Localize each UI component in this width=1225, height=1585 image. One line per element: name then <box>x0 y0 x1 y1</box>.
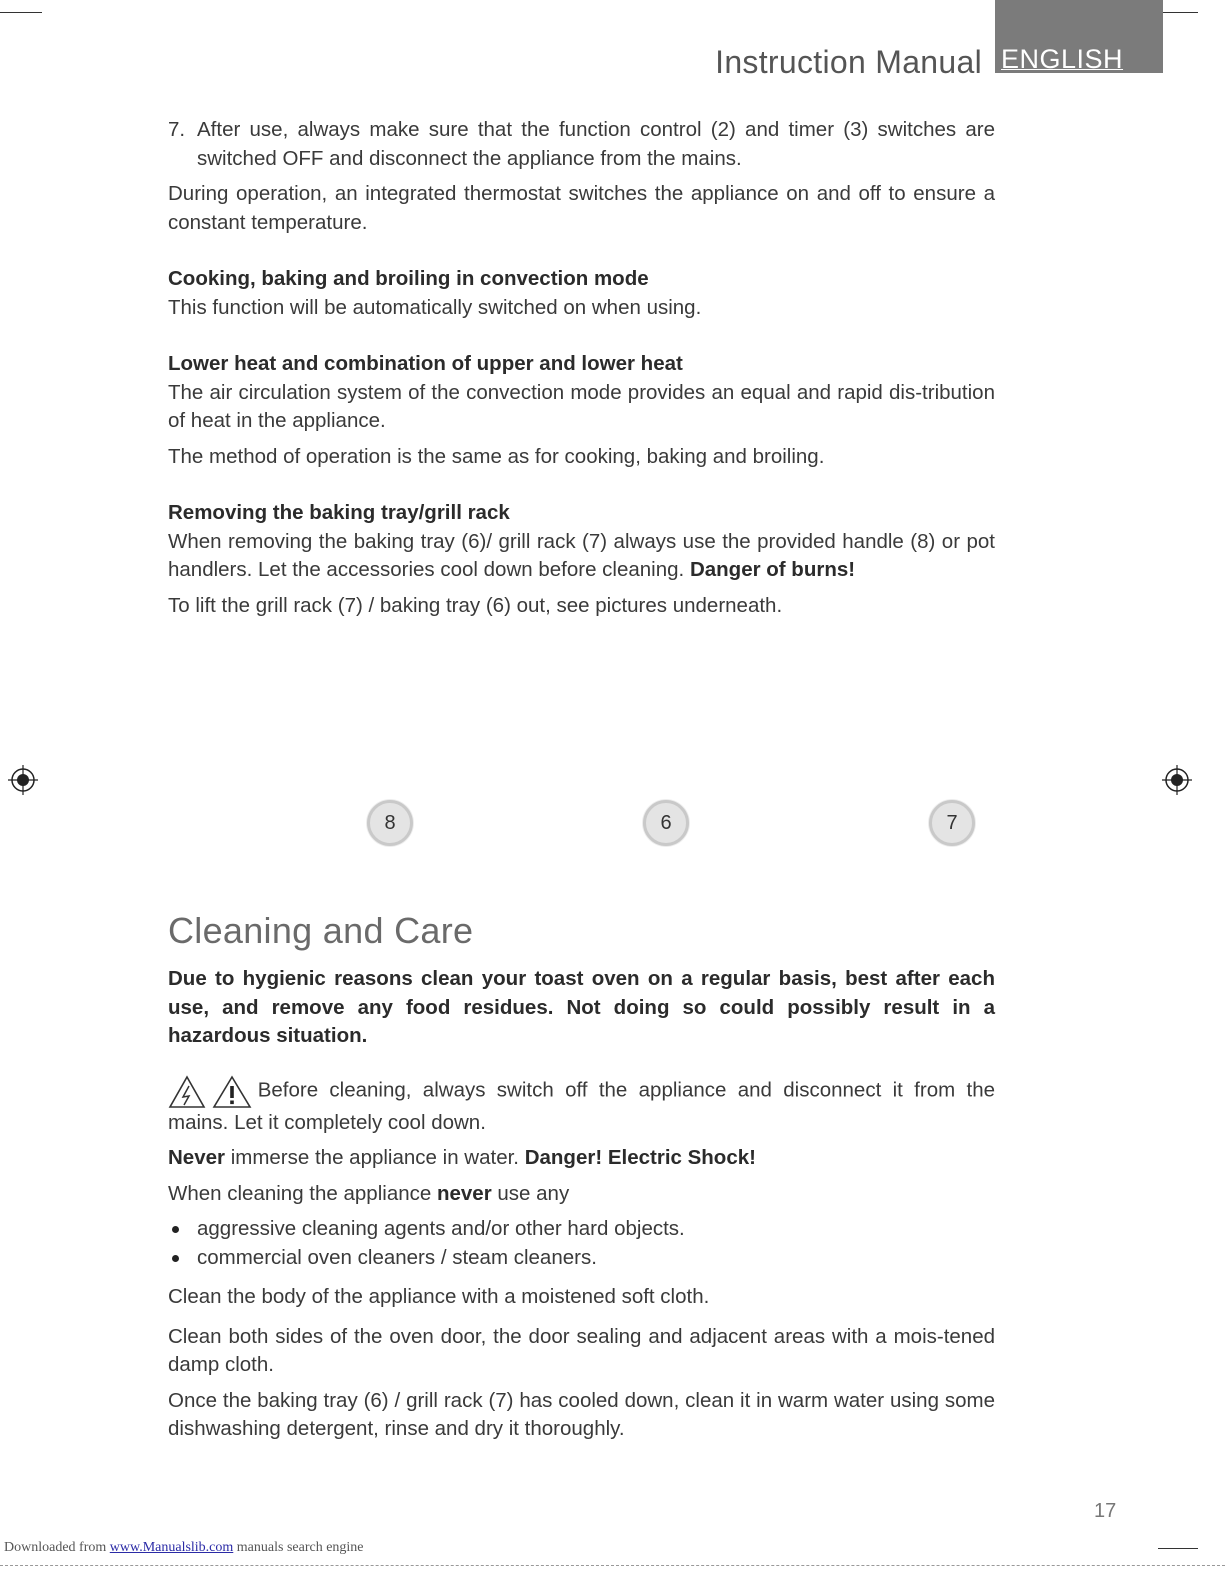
language-tab <box>995 0 1163 73</box>
never-immerse-paragraph <box>168 1144 995 1173</box>
step-7-text: After use, always make sure that the function control (2) and timer (3) switches are switched OFF and disconnect the appliance from the mains. <box>197 118 995 170</box>
footer-divider <box>0 1565 1225 1566</box>
cleaning-bullets <box>168 1215 995 1272</box>
registration-mark-left <box>8 765 38 795</box>
crop-mark-bottom-right <box>1158 1548 1198 1549</box>
when-cleaning-paragraph <box>168 1180 995 1209</box>
body-cleaning-paragraph: Clean the body of the appliance with a moistened soft cloth. <box>168 1285 710 1308</box>
cleaning-intro: Due to hygienic reasons clean your toast oven on a regular basis, best after each use, and remove any food residues. Not doing so could possibly result in a hazardous situation. <box>168 967 995 1047</box>
bullet-text: aggressive cleaning agents and/or other hard objects. <box>197 1217 685 1240</box>
page-number: 17 <box>1094 1500 1117 1522</box>
figure-label-baking-tray: 6 <box>643 800 689 846</box>
footer-suffix: manuals search engine <box>236 1540 364 1555</box>
crop-mark-top-left <box>0 12 42 13</box>
list-item <box>168 1215 995 1244</box>
removing-heading: Removing the baking tray/grill rack <box>168 501 510 524</box>
removing-text-2: To lift the grill rack (7) / baking tray (6) out, see pictures underneath. <box>168 593 783 617</box>
lower-heat-heading: Lower heat and combination of upper and lower heat <box>168 352 683 375</box>
use-any-text: use any <box>497 1181 570 1205</box>
warning-paragraph <box>168 1075 995 1138</box>
upper-content <box>168 116 995 620</box>
bullet-text: commercial oven cleaners / steam cleaners. <box>197 1245 597 1269</box>
electric-shock-warning: Danger! Electric Shock! <box>524 1146 756 1169</box>
warning-icons <box>168 1075 252 1109</box>
removing-text-1 <box>168 528 995 585</box>
convection-heading: Cooking, baking and broiling in convection mode <box>168 267 649 290</box>
footer <box>4 1540 364 1556</box>
never-lower: never <box>436 1181 492 1205</box>
figure-label-handle: 8 <box>367 800 413 846</box>
figure-label-grill-rack: 7 <box>929 800 975 846</box>
cleaning-title: Cleaning and Care <box>168 910 474 951</box>
door-cleaning-paragraph: Clean both sides of the oven door, the door sealing and adjacent areas with a mois-tened damp cloth. <box>168 1324 995 1376</box>
cleaning-content <box>168 965 995 1444</box>
step-number: 7. <box>168 118 186 141</box>
tray-cleaning-paragraph: Once the baking tray (6) / grill rack (7) has cooled down, clean it in warm water using some dishwashing detergent, rinse and dry it thoroughly. <box>168 1388 995 1440</box>
step-7 <box>168 116 995 173</box>
lower-heat-text-2: The method of operation is the same as for cooking, baking and broiling. <box>168 444 825 468</box>
crop-mark-top-right <box>1158 12 1198 13</box>
registration-mark-right <box>1162 765 1192 795</box>
lower-heat-text-1: The air circulation system of the convection mode provides an equal and rapid dis-tribution of heat in the appliance. <box>168 380 995 432</box>
never-word: Never <box>168 1146 225 1169</box>
thermostat-paragraph: During operation, an integrated thermostat switches the appliance on and off to ensure a constant temperature. <box>168 182 995 234</box>
convection-text: This function will be automatically switched on when using. <box>168 295 702 319</box>
language-tab-label: ENGLISH <box>1001 44 1124 74</box>
footer-link[interactable]: www.Manualslib.com <box>109 1540 234 1555</box>
never-text: immerse the appliance in water. <box>230 1146 519 1169</box>
electric-hazard-icon <box>168 1075 206 1109</box>
warning-icon <box>212 1075 252 1109</box>
bullet-icon <box>172 1226 179 1233</box>
warning-text: Before cleaning, always switch off the appliance and disconnect it from the mains. Let it completely cool down. <box>168 1078 995 1134</box>
header-title: Instruction Manual <box>715 44 982 80</box>
list-item <box>168 1244 995 1273</box>
removing-text-1-main: When removing the baking tray (6)/ grill rack (7) always use the provided handle (8) or pot handlers. Let the accessories cool down before cleaning. <box>168 529 995 581</box>
bullet-icon <box>172 1255 179 1262</box>
when-cleaning-text: When cleaning the appliance <box>168 1181 432 1205</box>
danger-of-burns: Danger of burns! <box>689 558 856 581</box>
footer-prefix: Downloaded from <box>4 1540 107 1555</box>
